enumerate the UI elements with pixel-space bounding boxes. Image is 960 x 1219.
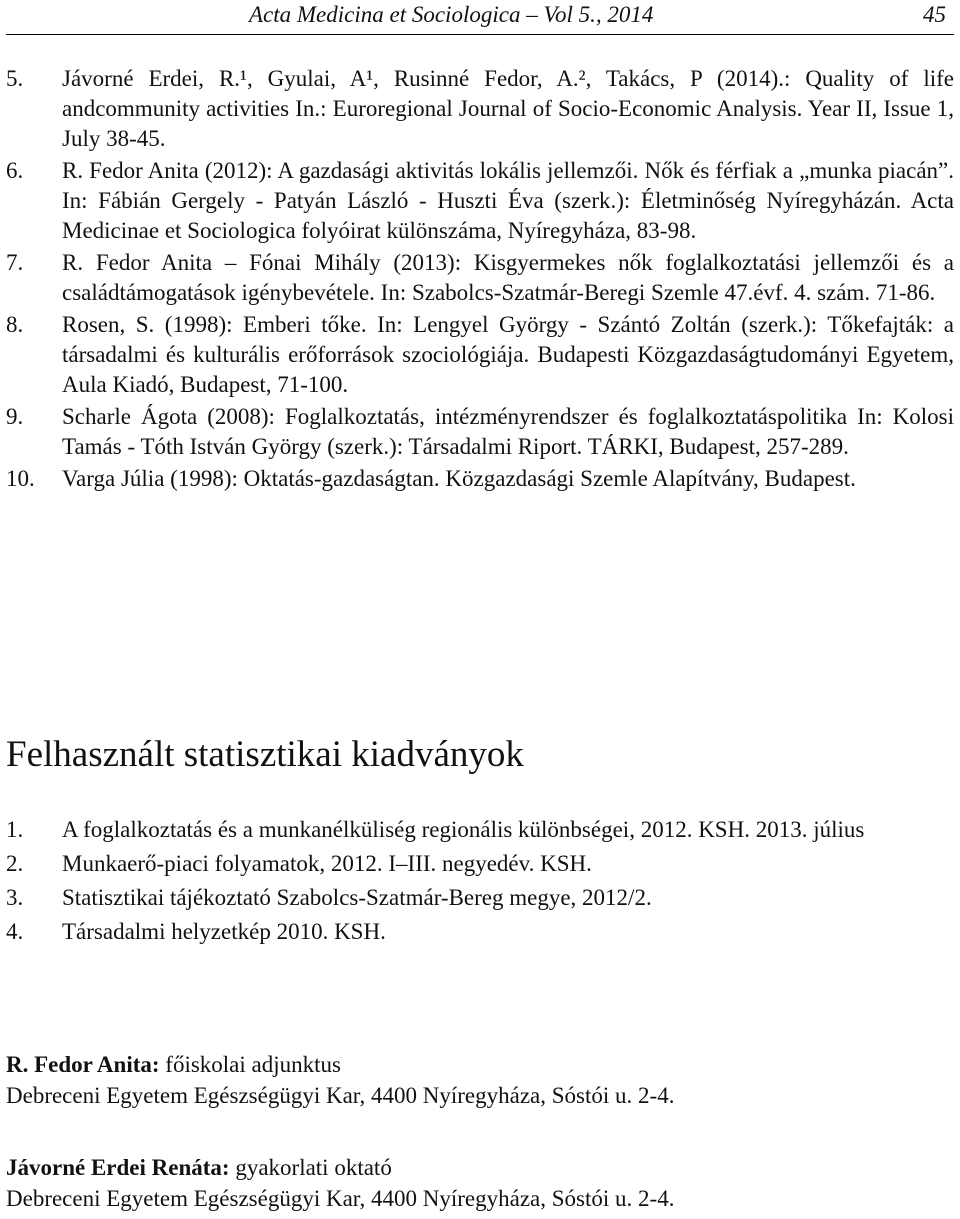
reference-number: 7.	[6, 250, 24, 275]
reference-text: Varga Júlia (1998): Oktatás-gazdaságtan. Közgazdasági Szemle Alapítvány, Budapest.	[62, 466, 856, 491]
reference-list	[6, 64, 954, 496]
statistics-number: 1.	[6, 817, 24, 842]
reference-item	[6, 402, 954, 462]
author-heading	[6, 1049, 674, 1080]
statistics-text: Munkaerő-piaci folyamatok, 2012. I–III. negyedév. KSH.	[62, 851, 592, 876]
page-number: 45	[923, 2, 946, 27]
statistics-item	[6, 917, 954, 947]
statistics-number: 4.	[6, 919, 24, 944]
journal-title: Acta Medicina et Sociologica – Vol 5., 2014	[249, 2, 654, 27]
statistics-text: Statisztikai tájékoztató Szabolcs-Szatmár-Bereg megye, 2012/2.	[62, 885, 652, 910]
statistics-number: 2.	[6, 851, 24, 876]
statistics-item	[6, 815, 954, 845]
statistics-item	[6, 849, 954, 879]
reference-text: Jávorné Erdei, R.¹, Gyulai, A¹, Rusinné Fedor, A.², Takács, P (2014).: Quality of life andcommunity activities In.: Euroregional Journal of Socio-Economic Analysis. Year II, Issue 1, July 38-45.	[62, 66, 954, 151]
statistics-text: Társadalmi helyzetkép 2010. KSH.	[62, 919, 386, 944]
author-role: gyakorlati oktató	[229, 1155, 392, 1180]
section-title: Felhasznált statisztikai kiadványok	[6, 734, 524, 775]
reference-number: 10.	[6, 466, 35, 491]
author-heading	[6, 1152, 674, 1183]
author-name: R. Fedor Anita:	[6, 1052, 160, 1077]
reference-item	[6, 310, 954, 400]
author-affiliation: Debreceni Egyetem Egészségügyi Kar, 4400 Nyíregyháza, Sóstói u. 2-4.	[6, 1083, 675, 1108]
statistics-item	[6, 883, 954, 913]
statistics-text: A foglalkoztatás és a munkanélküliség regionális különbségei, 2012. KSH. 2013. július	[62, 817, 865, 842]
reference-text: R. Fedor Anita (2012): A gazdasági aktivitás lokális jellemzői. Nők és férfiak a „munka piacán”. In: Fábián Gergely - Patyán László - Huszti Éva (szerk.): Életminőség Nyíregyházán. Acta Medicinae et Sociologica folyóirat különszáma, Nyíregyháza, 83-98.	[62, 158, 954, 243]
statistics-number: 3.	[6, 885, 24, 910]
reference-item	[6, 464, 954, 494]
reference-item	[6, 248, 954, 308]
reference-text: Scharle Ágota (2008): Foglalkoztatás, intézményrendszer és foglalkoztatáspolitika In: Kolosi Tamás - Tóth István György (szerk.): Társadalmi Riport. TÁRKI, Budapest, 257-289.	[62, 404, 954, 459]
reference-number: 5.	[6, 66, 24, 91]
reference-text: Rosen, S. (1998): Emberi tőke. In: Lengyel György - Szántó Zoltán (szerk.): Tőkefajták: a társadalmi és kulturális erőforrások szociológiája. Budapesti Közgazdaságtudományi Egyetem, Aula Kiadó, Budapest, 71-100.	[62, 312, 954, 397]
reference-number: 6.	[6, 158, 24, 183]
author-name: Jávorné Erdei Renáta:	[6, 1155, 230, 1180]
reference-number: 8.	[6, 312, 24, 337]
reference-item	[6, 64, 954, 154]
statistics-list	[6, 815, 954, 951]
author-block	[6, 1049, 674, 1111]
reference-item	[6, 156, 954, 246]
author-affiliation: Debreceni Egyetem Egészségügyi Kar, 4400 Nyíregyháza, Sóstói u. 2-4.	[6, 1186, 675, 1211]
reference-text: R. Fedor Anita – Fónai Mihály (2013): Kisgyermekes nők foglalkoztatási jellemzői és a családtámogatások igénybevétele. In: Szabolcs-Szatmár-Beregi Szemle 47.évf. 4. szám. 71-86.	[62, 250, 954, 305]
running-header	[6, 0, 954, 35]
reference-number: 9.	[6, 404, 24, 429]
author-role: főiskolai adjunktus	[159, 1052, 341, 1077]
author-block	[6, 1152, 674, 1214]
